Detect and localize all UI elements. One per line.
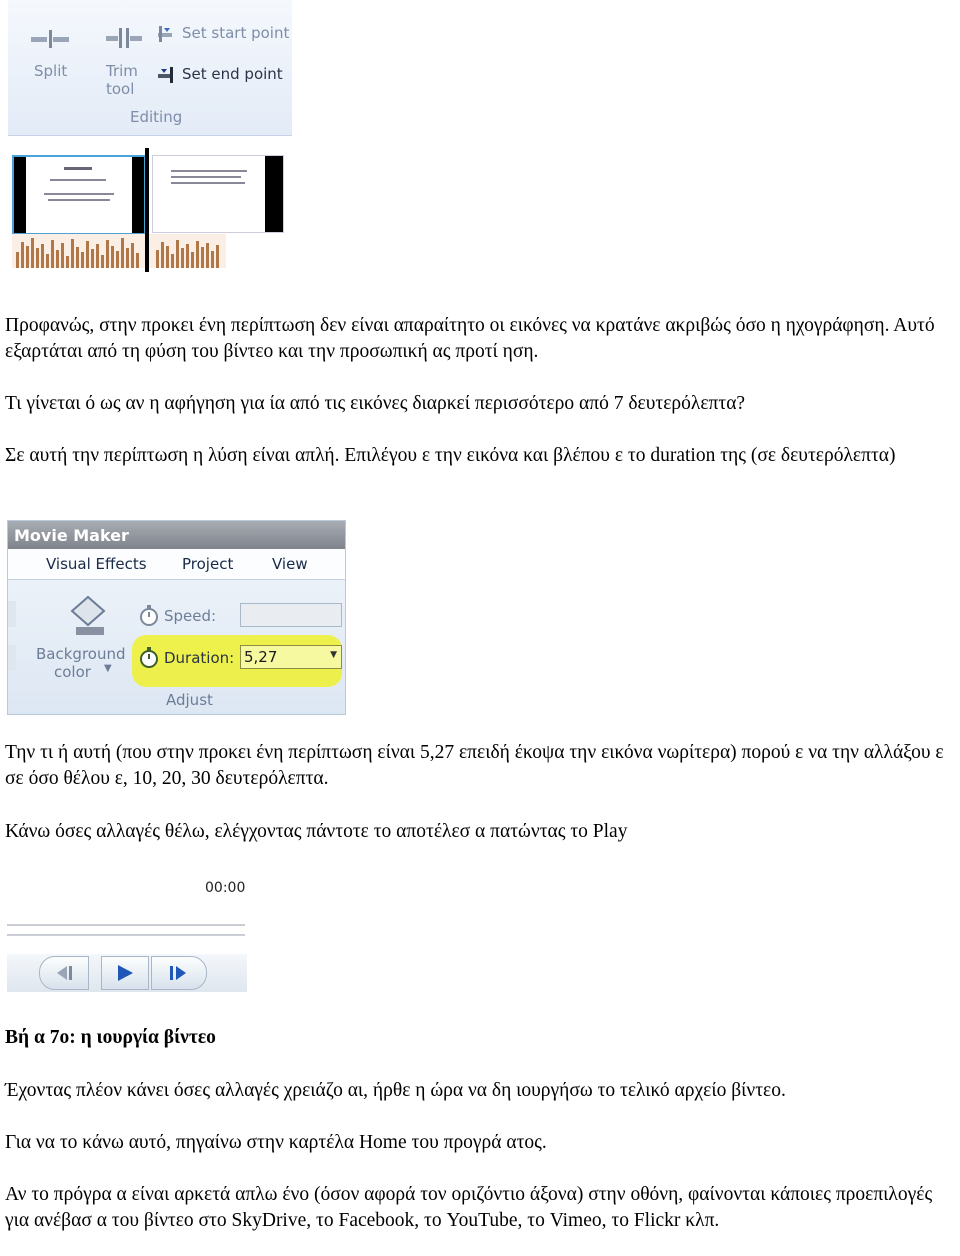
clip-thumbnail-1[interactable]: [12, 155, 146, 235]
duration-value: 5,27: [244, 648, 278, 666]
split-button[interactable]: [26, 20, 76, 90]
paragraph-check-result: Κάνω όσες αλλαγές θέλω, ελέγχοντας πάντοτε το αποτέλεσ α πατώντας το Play: [5, 821, 628, 842]
trim-tool-icon: [104, 26, 144, 50]
editing-ribbon: [8, 0, 292, 136]
scroll-arrow-left-1[interactable]: [8, 601, 16, 627]
trim-label-line1: Trim: [106, 62, 138, 80]
paragraph-change-value: Την τι ή αυτή (που στην προκει ένη περίπτωση είναι 5,27 επειδή έκοψα την εικόνα νωρίτερα) πορού ε να την αλλάξου ε σε όσο θέλου ε, 10, 20, 30 δευτερόλεπτα.: [5, 742, 949, 789]
trim-label-line2: tool: [106, 80, 135, 98]
split-icon: [29, 28, 73, 50]
chevron-down-icon: ▼: [330, 650, 337, 660]
background-color-label-line1: Background: [36, 645, 126, 663]
tab-project[interactable]: Project: [182, 555, 234, 573]
waveform-bars: [12, 234, 226, 268]
adjust-group-label: Adjust: [166, 691, 213, 709]
set-start-point-label: Set start point: [182, 24, 290, 42]
player-controls-screenshot: [5, 872, 247, 998]
speed-dropdown[interactable]: [240, 603, 342, 627]
set-start-point-icon: [156, 24, 176, 44]
tab-visual-effects[interactable]: Visual Effects: [46, 555, 147, 573]
editing-ribbon-screenshot: [8, 0, 292, 272]
next-frame-icon: [168, 965, 190, 981]
step-7-heading: Βή α 7ο: η ιουργία βίντεο: [5, 1027, 216, 1048]
play-icon: [116, 964, 134, 982]
set-end-point-icon: [156, 65, 176, 85]
thumbnail-text-lines: [34, 165, 124, 225]
previous-frame-icon: [53, 965, 75, 981]
clip-thumbnail-2[interactable]: [152, 155, 284, 233]
playhead-indicator[interactable]: [145, 148, 149, 272]
paragraph-upload-options: Αν το πρόγρα α είναι αρκετά απλω ένο (όσον αφορά τον οριζόντιο άξονα) στην οθόνη, φαίνονται κάποιες προεπιλογές για ανέβασ α του βίντεο στο SkyDrive, το Facebook, το YouTube, το Vimeo, το Flickr κλπ.: [5, 1184, 938, 1231]
previous-frame-button[interactable]: [39, 956, 89, 990]
paragraph-create-final-file: Έχοντας πλέον κάνει όσες αλλαγές χρειάζο αι, ήρθε η ώρα να δη ιουργήσω το τελικό αρχείο βίντεο.: [5, 1080, 786, 1101]
scroll-arrow-left-2[interactable]: [8, 645, 16, 671]
play-button[interactable]: [101, 956, 149, 990]
tab-view[interactable]: View: [272, 555, 308, 573]
thumbnail-text-lines: [161, 166, 261, 206]
speed-label: Speed:: [164, 607, 217, 625]
set-start-point-button[interactable]: [156, 24, 292, 46]
duration-label: Duration:: [164, 649, 235, 667]
background-color-button[interactable]: [34, 591, 130, 683]
duration-row: [136, 645, 344, 675]
paint-bucket-icon: [62, 593, 112, 639]
paragraph-narration-longer: Τι γίνεται ό ως αν η αφήγηση για ία από τις εικόνες διαρκεί περισσότερο από 7 δευτερόλεπτα?: [5, 393, 746, 414]
background-color-label-line2: color: [54, 663, 91, 681]
playback-time: 00:00: [205, 880, 246, 896]
window-title: Movie Maker: [14, 526, 129, 545]
trim-tool-button[interactable]: [100, 20, 148, 98]
movie-maker-duration-screenshot: [7, 520, 346, 715]
duration-dropdown[interactable]: [240, 645, 342, 669]
stopwatch-icon: [138, 647, 160, 669]
split-label: Split: [34, 62, 68, 80]
set-end-point-button[interactable]: [156, 65, 292, 87]
audio-waveform[interactable]: [12, 234, 226, 268]
movie-maker-titlebar: [8, 521, 345, 549]
seek-bar[interactable]: [7, 924, 245, 936]
ribbon-tabs: [8, 549, 345, 580]
editing-group-label: Editing: [130, 108, 183, 126]
paragraph-optional-durations: Προφανώς, στην προκει ένη περίπτωση δεν είναι απαραίτητο οι εικόνες να κρατάνε ακριβώς όσο η ηχογράφηση. Αυτό εξαρτάται από τη φύση του βίντεο και την προσωπική ας προτί ηση.: [5, 315, 940, 362]
set-end-point-label: Set end point: [182, 65, 283, 83]
speed-row: [136, 603, 344, 631]
chevron-down-icon: ▼: [104, 663, 112, 674]
paragraph-home-tab: Για να το κάνω αυτό, πηγαίνω στην καρτέλα Home του προγρά ατος.: [5, 1132, 547, 1153]
paragraph-select-image-duration: Σε αυτή την περίπτωση η λύση είναι απλή. Επιλέγου ε την εικόνα και βλέπου ε το duration της (σε δευτερόλεπτα): [5, 445, 896, 466]
next-frame-button[interactable]: [151, 956, 207, 990]
stopwatch-icon: [138, 605, 160, 627]
